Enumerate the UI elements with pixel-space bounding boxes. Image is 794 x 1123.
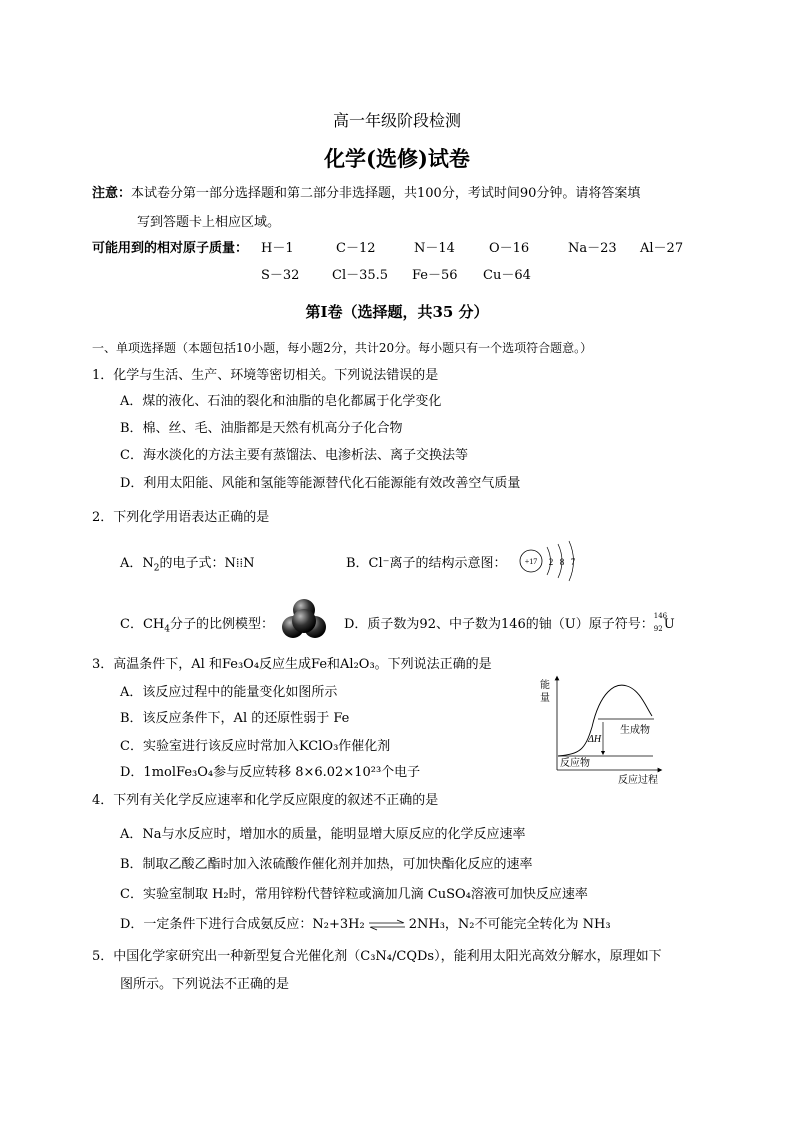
u-mass-number: 146: [653, 611, 668, 620]
part-1-heading: 一、单项选择题（本题包括10小题，每小题2分，共计20分。每小题只有一个选项符合题意。）: [92, 341, 593, 355]
atomic-mass-n: N－14: [414, 241, 455, 256]
q4-option-d: [120, 913, 611, 932]
q2-c-sub: 4: [164, 624, 170, 635]
notice-label: 注意：: [92, 186, 132, 201]
notice-line-2: 写到答题卡上相应区域。: [137, 215, 281, 230]
q2-a-text: 的电子式：: [159, 556, 225, 571]
atomic-mass-h: H－1: [261, 241, 294, 256]
cl-shell-2: 8: [559, 557, 565, 567]
reversible-arrow-icon: [367, 919, 407, 931]
cl-ion-structure-diagram: [516, 538, 586, 582]
energy-curve: [558, 685, 652, 756]
reactant-label: 反应物: [560, 758, 590, 769]
subject-title: 化学(选修)试卷: [324, 146, 470, 171]
section-1-title: 第Ⅰ卷（选择题，共35 分）: [305, 303, 489, 321]
ch4-space-filling-model: [281, 597, 327, 641]
q4-d-prefix: D．一定条件下进行合成氨反应：N₂+3H₂: [120, 917, 365, 932]
q3-stem: 3．高温条件下，Al 和Fe₃O₄反应生成Fe和Al₂O₃。下列说法正确的是: [92, 657, 492, 672]
atomic-mass-cu: Cu－64: [483, 268, 531, 283]
atomic-mass-na: Na－23: [568, 241, 617, 256]
atomic-mass-cl: Cl－35.5: [332, 268, 389, 283]
u-symbol: U: [663, 617, 675, 632]
product-label: 生成物: [620, 725, 650, 736]
q2-option-d: [344, 613, 675, 632]
atomic-mass-s: S－32: [261, 268, 300, 283]
notice-line-1: [92, 182, 640, 201]
q3-option-c: C．实验室进行该反应时常加入KClO₃作催化剂: [120, 739, 391, 754]
q1-option-a: A．煤的液化、石油的裂化和油脂的皂化都属于化学变化: [120, 394, 442, 409]
energy-y-label-1: 能: [540, 680, 550, 691]
q4-d-text: 2NH₃，N₂不可能完全转化为 NH₃: [408, 917, 611, 932]
atomic-mass-c: C－12: [336, 241, 376, 256]
q4-option-a: A．Na与水反应时，增加水的质量，能明显增大原反应的化学反应速率: [120, 827, 526, 842]
q3-option-d: D．1molFe₃O₄参与反应转移 8×6.02×10²³个电子: [120, 765, 421, 780]
q3-option-b: B．该反应条件下，Al 的还原性弱于 Fe: [120, 711, 350, 726]
grade-title: 高一年级阶段检测: [332, 111, 461, 130]
cl-shell-1: 2: [548, 557, 554, 567]
q3-option-a: A．该反应过程中的能量变化如图所示: [120, 685, 338, 700]
q2-d-text: D．质子数为92、中子数为146的铀（U）原子符号：: [344, 617, 654, 632]
atomic-mass-fe: Fe－56: [412, 268, 458, 283]
energy-profile-diagram: [530, 672, 680, 786]
delta-h-label: ΔH: [588, 734, 602, 745]
u-atomic-number: 92: [653, 624, 663, 633]
atomic-mass-al: Al－27: [640, 241, 684, 256]
q4-option-c: C．实验室制取 H₂时，常用锌粉代替锌粒或滴加几滴 CuSO₄溶液可加快反应速率: [120, 887, 588, 902]
q2-a-prefix: A．N: [120, 556, 154, 571]
q1-option-c: C．海水淡化的方法主要有蒸馏法、电渗析法、离子交换法等: [120, 448, 468, 463]
notice-text-1: 本试卷分第一部分选择题和第二部分非选择题，共100分，考试时间90分钟。请将答案填: [131, 186, 641, 201]
atomic-mass-o: O－16: [489, 241, 530, 256]
q2-stem: 2．下列化学用语表达正确的是: [92, 510, 270, 525]
energy-x-label: 反应过程: [618, 775, 658, 786]
n2-electron-formula: N⁞⁞N: [224, 556, 255, 571]
energy-y-label-2: 量: [540, 693, 550, 704]
u-isotope-numbers: [653, 611, 668, 633]
q1-stem: 1．化学与生活、生产、环境等密切相关。下列说法错误的是: [92, 368, 439, 383]
q2-a-sub: 2: [153, 563, 160, 574]
q5-stem-line-1: 5．中国化学家研究出一种新型复合光催化剂（C₃N₄/CQDs），能利用太阳光高效分解水，原理如下: [92, 949, 662, 964]
cl-shell-3: 7: [570, 557, 576, 567]
atomic-mass-label: 可能用到的相对原子质量：: [92, 241, 249, 256]
q2-option-c: [120, 613, 274, 635]
cl-nucleus-charge: +17: [524, 557, 538, 566]
q4-stem: 4．下列有关化学反应速率和化学反应限度的叙述不正确的是: [92, 793, 439, 808]
q4-option-b: B．制取乙酸乙酯时加入浓硫酸作催化剂并加热，可加快酯化反应的速率: [120, 857, 533, 872]
q2-option-b: B．Cl⁻离子的结构示意图：: [346, 556, 507, 571]
q5-stem-line-2: 图所示。下列说法不正确的是: [120, 977, 290, 992]
q1-option-b: B．棉、丝、毛、油脂都是天然有机高分子化合物: [120, 421, 403, 436]
q2-c-text: 分子的比例模型：: [169, 617, 274, 632]
q2-option-a: [120, 552, 255, 574]
q1-option-d: D．利用太阳能、风能和氢能等能源替代化石能源能有效改善空气质量: [120, 476, 521, 491]
q2-c-prefix: C．CH: [120, 617, 165, 632]
